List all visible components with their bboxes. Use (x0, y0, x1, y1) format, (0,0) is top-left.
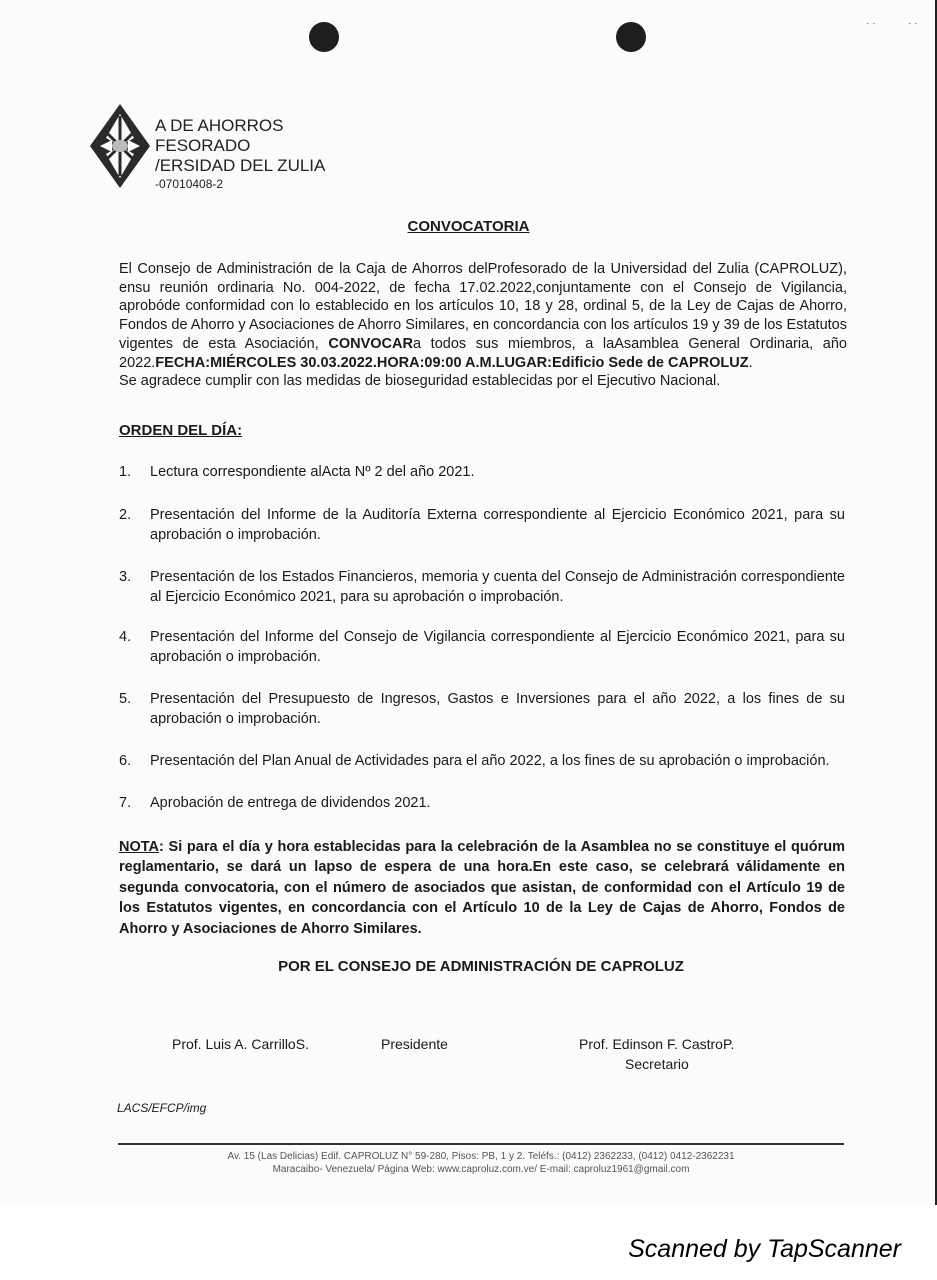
agenda-item (119, 627, 845, 667)
agenda-number: 7. (119, 795, 132, 811)
agenda-item (119, 689, 845, 729)
agenda-item (119, 462, 845, 482)
org-line: FESORADO (155, 136, 251, 155)
scanner-watermark: Scanned by TapScanner (628, 1235, 901, 1263)
org-rif: -07010408-2 (155, 177, 224, 191)
agenda-number: 6. (119, 753, 132, 769)
punch-hole (309, 22, 339, 52)
agenda-number: 5. (119, 691, 132, 707)
agenda-text: Aprobación de entrega de dividendos 2021. (150, 795, 431, 811)
agenda-number: 1. (119, 464, 132, 480)
letterhead-org (155, 116, 325, 192)
footer-divider (118, 1143, 844, 1145)
agenda-item (119, 505, 845, 545)
nota-text: : Si para el día y hora establecidas para la celebración de la Asamblea no se constituye el quórum reglamentario, se dará un lapso de espera de una hora.En este caso, se celebrará válidamente en segunda convocatoria, con el número de asociados que asistan, de conformidad con el Artículo 19 de los Estatutos vigentes, en concordancia con el Artículo 10 de la Ley de Cajas de Ahorro, Fondos de Ahorro y Asociaciones de Ahorro Similares. (119, 839, 845, 937)
document-title: CONVOCATORIA (407, 218, 530, 235)
nota-label: NOTA (119, 839, 160, 855)
intro-text: El Consejo de Administración de la Caja de Ahorros delProfesorado de la Universidad del Zulia (CAPROLUZ), ensu reunión ordinaria No. 004-2022, de fecha 17.02.2022,conjuntamente con el Consejo de Vigilancia, aprobóde conformidad con lo establecido en los artículos 10, 18 y 28, ordinal 5, de la Ley de Cajas de Ahorro, Fondos de Ahorro y Asociaciones de Ahorro Similares, en concordancia con los artículos 19 y 39 de los Estatutos vigentes de esta Asociación, (119, 261, 847, 352)
org-line: A DE AHORROS (155, 116, 284, 135)
agenda-text: Presentación del Informe del Consejo de Vigilancia correspondiente al Ejercicio Económico 2021, para su aprobación o improbación. (150, 629, 845, 665)
punch-hole (616, 22, 646, 52)
president-name: Prof. Luis A. CarrilloS. (172, 1036, 309, 1052)
agenda-item (119, 793, 845, 813)
scan-speck: · · (908, 18, 918, 29)
secretary-role: Secretario (625, 1056, 689, 1072)
agenda-text: Presentación del Informe de la Auditoría Externa correspondiente al Ejercicio Económico 2021, para su aprobación o improbación. (150, 507, 845, 543)
president-role: Presidente (381, 1036, 448, 1052)
agenda-item (119, 567, 845, 607)
agenda-text: Presentación del Presupuesto de Ingresos, Gastos e Inversiones para el año 2022, a los fines de su aprobación o improbación. (150, 691, 845, 727)
biosecurity-note: Se agradece cumplir con las medidas de bioseguridad establecidas por el Ejecutivo Nacional. (119, 373, 721, 390)
nota-paragraph (119, 837, 845, 939)
footer-address (0, 1150, 937, 1176)
intro-paragraph (119, 260, 847, 391)
footer-line: Av. 15 (Las Delicias) Edif. CAPROLUZ N° 59-280, Pisos: PB, 1 y 2. Teléfs.: (0412) 2362233, (0412) 0412-2362231 (227, 1151, 735, 1162)
agenda-heading: ORDEN DEL DÍA: (119, 422, 243, 439)
signing-body: POR EL CONSEJO DE ADMINISTRACIÓN DE CAPROLUZ (278, 958, 684, 975)
meeting-details: FECHA:MIÉRCOLES 30.03.2022.HORA:09:00 A.M.LUGAR:Edificio Sede de CAPROLUZ (155, 354, 749, 371)
intro-text: a todos sus miembros, a laAsamblea General Ordinaria, año 2022. (119, 335, 848, 371)
agenda-number: 3. (119, 569, 132, 585)
agenda-number: 2. (119, 507, 132, 523)
agenda-text: Presentación del Plan Anual de Actividades para el año 2022, a los fines de su aprobación o improbación. (150, 753, 830, 769)
org-line: /ERSIDAD DEL ZULIA (155, 156, 326, 175)
convocar-word: CONVOCAR (328, 335, 413, 352)
agenda-item (119, 751, 845, 771)
agenda-number: 4. (119, 629, 132, 645)
reference-initials: LACS/EFCP/img (117, 1101, 207, 1115)
agenda-text: Lectura correspondiente alActa Nº 2 del año 2021. (150, 464, 475, 480)
secretary-name: Prof. Edinson F. CastroP. (579, 1036, 735, 1052)
agenda-text: Presentación de los Estados Financieros, memoria y cuenta del Consejo de Administración correspondiente al Ejercicio Económico 2021, para su aprobación o improbación. (150, 569, 845, 605)
intro-text: . (748, 354, 753, 371)
caproluz-logo (88, 102, 152, 190)
footer-line: Maracaibo- Venezuela/ Página Web: www.caproluz.com.ve/ E-mail: caproluz1961@gmail.com (272, 1164, 690, 1175)
scan-speck: · · (866, 18, 876, 29)
